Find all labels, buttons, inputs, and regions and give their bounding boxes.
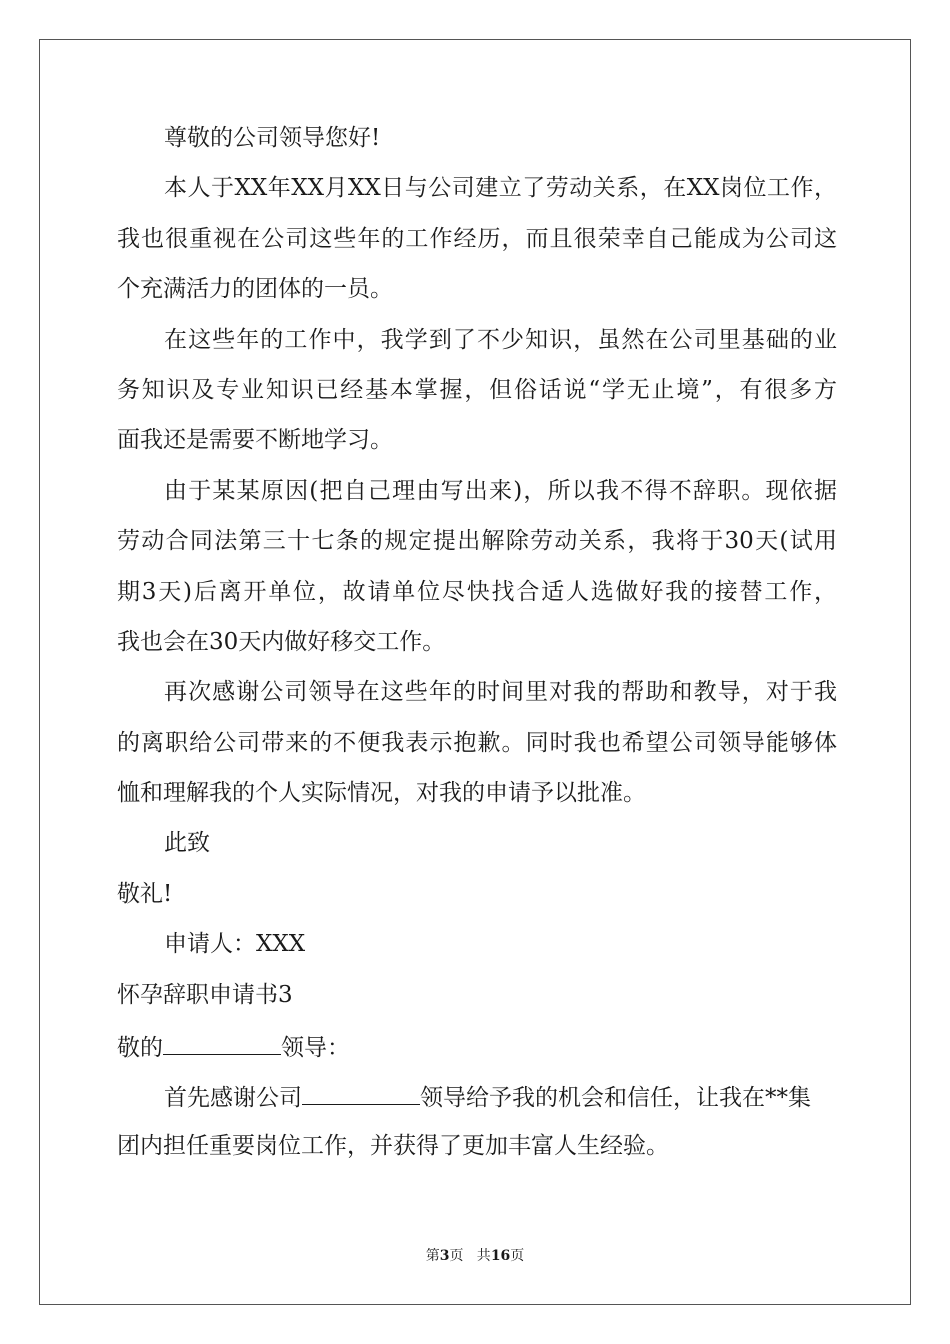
paragraph-3-line-2: 劳动合同法第三十七条的规定提出解除劳动关系，我将于30天(试用: [117, 528, 837, 555]
footer-page-number: 3: [439, 1248, 450, 1264]
letter-regards: 敬礼!: [117, 880, 173, 907]
paragraph-4-line-2: 的离职给公司带来的不便我表示抱歉。同时我也希望公司领导能够体: [117, 729, 837, 756]
footer-page-total: 16: [490, 1248, 511, 1264]
footer-page-mid: 页 共: [449, 1248, 491, 1264]
section-paragraph-suffix: 领导给予我的机会和信任，让我在**集: [420, 1085, 811, 1112]
paragraph-2-line-3: 面我还是需要不断地学习。: [117, 427, 393, 454]
paragraph-4-line-3: 恤和理解我的个人实际情况，对我的申请予以批准。: [117, 780, 646, 807]
section-paragraph-line-2: 团内担任重要岗位工作，并获得了更加丰富人生经验。: [117, 1132, 669, 1159]
paragraph-4-line-1: 再次感谢公司领导在这些年的时间里对我的帮助和教导，对于我: [164, 679, 837, 706]
paragraph-2-line-1: 在这些年的工作中，我学到了不少知识，虽然在公司里基础的业: [164, 326, 837, 353]
paragraph-1-line-2: 我也很重视在公司这些年的工作经历，而且很荣幸自己能成为公司这: [117, 225, 837, 252]
section-paragraph-line-1: [117, 1082, 837, 1112]
paragraph-3-line-4: 我也会在30天内做好移交工作。: [117, 628, 446, 655]
salutation-prefix: 敬的: [117, 1035, 163, 1062]
paragraph-1-line-1: 本人于XX年XX月XX日与公司建立了劳动关系，在XX岗位工作，: [164, 175, 837, 202]
fill-in-blank: [163, 1032, 281, 1055]
section-paragraph-prefix: 首先感谢公司: [164, 1085, 302, 1112]
document-body: [117, 125, 837, 1183]
fill-in-blank: [302, 1082, 420, 1105]
paragraph-1-line-3: 个充满活力的团体的一员。: [117, 276, 393, 303]
page-footer: [0, 1247, 950, 1265]
section-title: 怀孕辞职申请书3: [117, 981, 293, 1008]
footer-page-suffix: 页: [510, 1248, 525, 1264]
salutation-suffix: 领导：: [281, 1035, 350, 1062]
letter-salutation: 尊敬的公司领导您好!: [164, 125, 381, 151]
paragraph-3-line-1: 由于某某原因(把自己理由写出来)，所以我不得不辞职。现依据: [164, 477, 837, 504]
letter-closing: 此致: [164, 830, 210, 857]
paragraph-3-line-3: 期3天)后离开单位，故请单位尽快找合适人选做好我的接替工作，: [117, 578, 837, 605]
footer-page-prefix: 第: [425, 1248, 440, 1264]
paragraph-2-line-2: 务知识及专业知识已经基本掌握，但俗话说“学无止境”，有很多方: [117, 376, 837, 403]
section-salutation: [117, 1032, 837, 1062]
letter-applicant: 申请人：XXX: [164, 931, 306, 958]
